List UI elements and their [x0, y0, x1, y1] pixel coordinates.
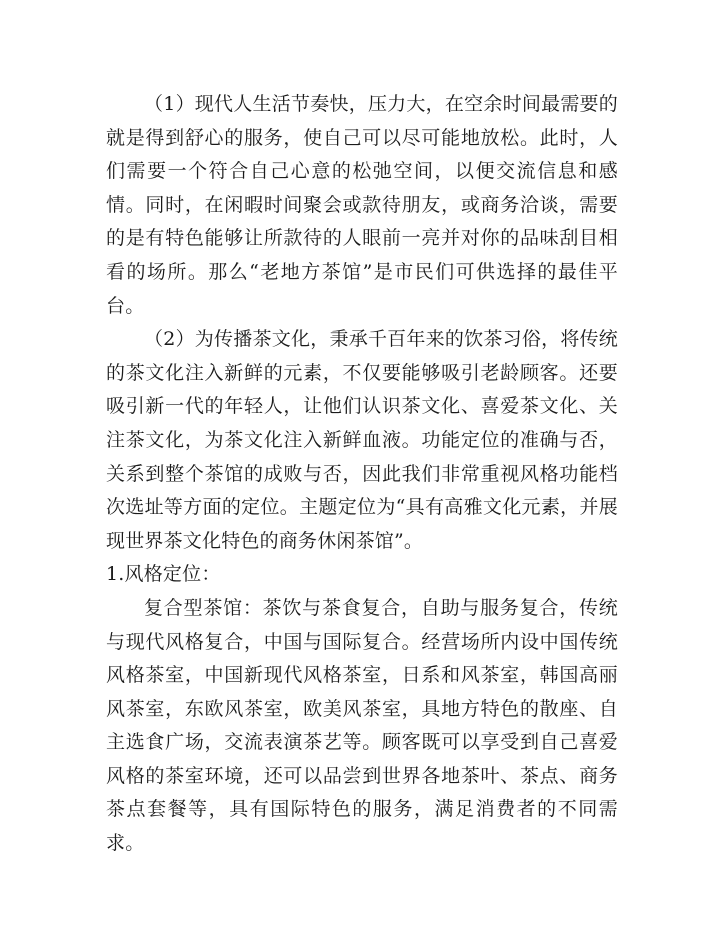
- paragraph-tea-culture: （2）为传播茶文化，秉承千百年来的饮茶习俗，将传统的茶文化注入新鲜的元素，不仅要能够吸引老龄顾客。还要吸引新一代的年轻人，让他们认识茶文化、喜爱茶文化、关注茶文化，为茶文化注入新鲜血液。功能定位的准确与否，关系到整个茶馆的成败与否，因此我们非常重视风格功能档次选址等方面的定位。主题定位为“具有高雅文化元素，并展现世界茶文化特色的商务休闲茶馆”。: [106, 328, 618, 552]
- paragraph-modern-life: （1）现代人生活节奏快，压力大，在空余时间最需要的就是得到舒心的服务，使自己可以尽可能地放松。此时，人们需要一个符合自己心意的松弛空间，以便交流信息和感情。同时，在闲暇时间聚会或款待朋友，或商务洽谈，需要的是有特色能够让所款待的人眼前一亮并对你的品味刮目相看的场所。那么“老地方茶馆”是市民们可供选择的最佳平台。: [106, 93, 618, 317]
- document-body: [106, 88, 618, 861]
- paragraph-composite-teahouse: 复合型茶馆：茶饮与茶食复合，自助与服务复合，传统与现代风格复合，中国与国际复合。经营场所内设中国传统风格茶室，中国新现代风格茶室，日系和风茶室，韩国高丽风茶室，东欧风茶室，欧美风茶室，具地方特色的散座、自主选食广场，交流表演茶艺等。顾客既可以享受到自己喜爱风格的茶室环境，还可以品尝到世界各地茶叶、茶点、商务茶点套餐等，具有国际特色的服务，满足消费者的不同需求。: [106, 596, 618, 855]
- section-heading-style-positioning: 1.风格定位：: [106, 563, 221, 586]
